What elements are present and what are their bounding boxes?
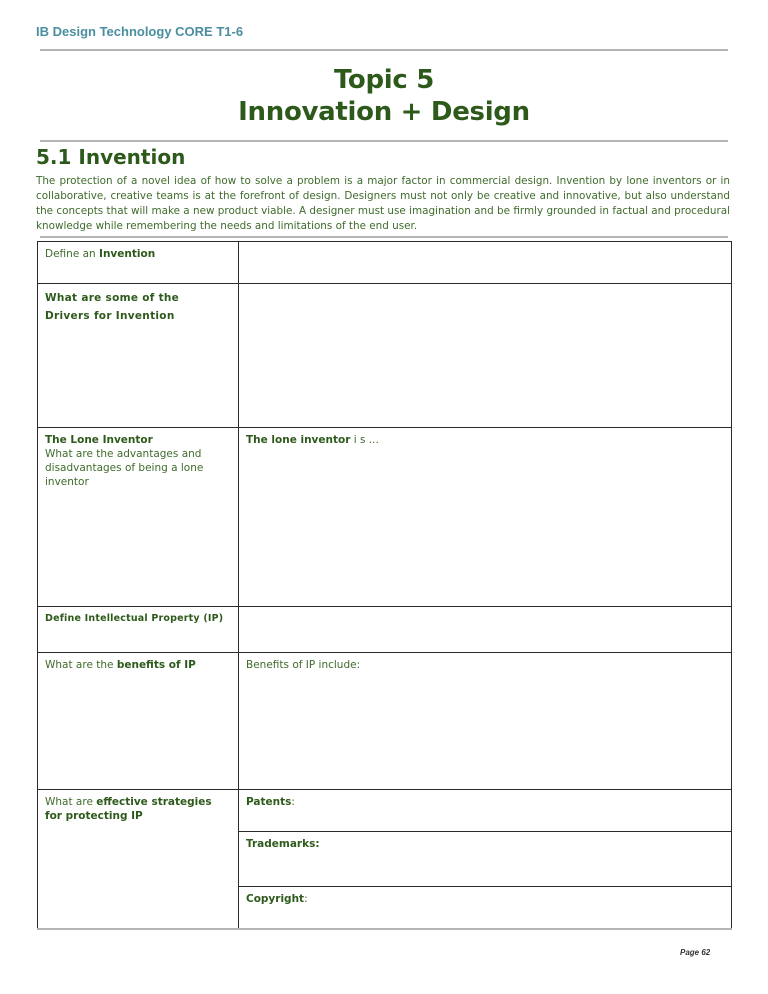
label-colon: : [291,796,295,808]
question-cell [38,653,239,790]
question-cell [38,284,239,428]
question-text: Define Intellectual Property (IP) [45,613,224,624]
row-lone-inventor [38,428,732,607]
section-intro: The protection of a novel idea of how to solve a problem is a major factor in commercial design. Invention by lone inventors or in collaborative, creative teams is at the forefront of design. Designers must not only be creative and innovative, but also understand the concepts that will make a new product viable. A designer must use imagination and be firmly grounded in factual and procedural knowledge while remembering the needs and limitations of the end user. [36,175,730,232]
row-strategies-ip [38,790,732,832]
answer-cell[interactable] [239,607,732,653]
title-line-1: Topic 5 [333,65,435,95]
question-cell [38,428,239,607]
row-benefits-ip [38,653,732,790]
answer-cell[interactable] [239,284,732,428]
label-colon: : [304,893,308,905]
answer-cell-trademarks[interactable] [239,832,732,887]
answer-prompt-text: i s ... [350,434,379,446]
trademarks-label: Trademarks: [246,838,320,850]
question-cell [38,607,239,653]
question-text: What are the [45,659,117,671]
patents-label: Patents [246,796,292,808]
answer-cell[interactable] [239,242,732,284]
question-cell [38,790,239,929]
answer-cell-patents[interactable] [239,790,732,832]
answer-prompt: Benefits of IP include: [246,659,361,671]
answer-cell-copyright[interactable] [239,887,732,929]
page-number: Page 62 [680,948,711,957]
row-define-ip [38,607,732,653]
question-cell [38,242,239,284]
question-text: What are [45,796,97,808]
section-heading: 5.1 Invention [36,145,186,169]
question-text: Define an [45,248,100,260]
page-title [0,64,768,128]
question-keyword: effective strategies for protecting IP [45,796,212,822]
row-drivers [38,284,732,428]
answer-cell[interactable] [239,428,732,607]
copyright-label: Copyright [246,893,305,905]
worksheet-table [37,241,732,929]
header-divider [40,49,728,51]
question-text: What are the advantages and disadvantages of being a lone inventor [45,448,204,488]
title-line-2: Innovation + Design [238,97,530,127]
answer-prompt-bold: The lone inventor [246,434,351,446]
answer-cell[interactable] [239,653,732,790]
table-bottom-rule [37,928,732,930]
course-header: IB Design Technology CORE T1-6 [36,24,244,39]
title-divider [40,140,728,142]
question-heading: The Lone Inventor [45,434,153,446]
question-line-2: Drivers for Invention [45,310,175,322]
row-define-invention [38,242,732,284]
question-keyword: benefits of IP [116,659,196,671]
question-line-1: What are some of the [45,292,180,304]
intro-divider [40,236,728,238]
question-keyword: Invention [99,248,156,260]
